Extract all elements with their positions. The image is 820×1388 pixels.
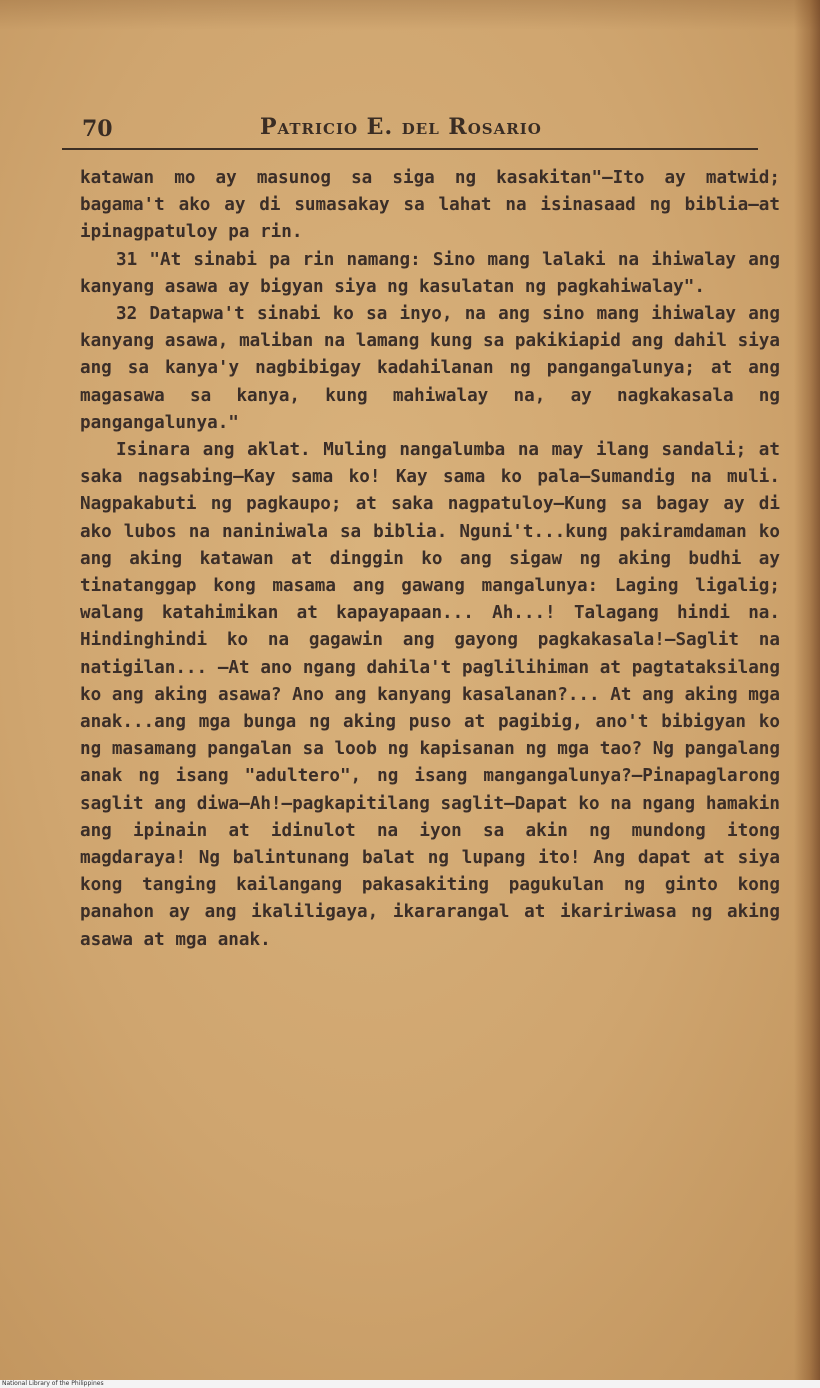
paragraph-verse-32: 32 Datapwa't sinabi ko sa inyo, na ang sino mang ihiwalay ang kanyang asawa, maliban na lamang kung sa pakikiapid ang dahil siya ang sa kanya'y nagbibigay kadahilanan ng pangangalunya; at ang magasawa sa kanya, kung mahiwalay na, ay nagkakasala ng pangangalunya." [80,304,780,433]
paragraph-continuation: katawan mo ay masunog sa siga ng kasakitan"—Ito ay matwid; bagama't ako ay di sumasakay sa lahat na isinasaad ng biblia—at ipinagpatuloy pa rin. [80,168,780,243]
text-body [80,165,780,954]
page-binding-shadow [794,0,820,1380]
page-number: 70 [82,116,113,142]
footer-credit: National Library of the Philippines [0,1380,820,1388]
paragraph-verse-31: 31 "At sinabi pa rin namang: Sino mang lalaki na ihiwalay ang kanyang asawa ay bigyan siya ng kasulatan ng pagkahiwalay". [80,249,780,297]
paragraph-monologue: Isinara ang aklat. Muling nangalumba na may ilang sandali; at saka nagsabing—Kay sama ko! Kay sama ko pala—Sumandig na muli. Nagpakabuti ng pagkaupo; at saka nagpatuloy—Kung sa bagay ay di ako lubos na naniniwala sa biblia. Nguni't...kung pakiramdaman ko ang aking katawan at dinggin ko ang sigaw ng aking budhi ay tinatanggap kong masama ang gawang mangalunya: Laging ligalig; walang katahimikan at kapayapaan... Ah...! Talagang hindi na. Hindinghindi ko na gagawin ang gayong pagkakasala!—Saglit na natigilan... —At ano ngang dahila't paglilihiman at pagtataksilang ko ang aking asawa? Ano ang kanyang kasalanan?... At ang aking mga anak...ang mga bunga ng aking puso at pagibig, ano't bibigyan ko ng masamang pangalan sa loob ng kapisanan ng mga tao? Ng pangalang anak ng isang "adultero", ng isang mangangalunya?—Pinapaglarong saglit ang diwa—Ah!—pagkapitilang saglit—Dapat ko na ngang hamakin ang ipinain at idinulot na iyon sa akin ng mundong itong magdaraya! Ng balintunang balat ng lupang ito! Ang dapat at siya kong tanging kailangang pakasakiting pagukulan ng ginto kong panahon ay ang ikaliligaya, ikararangal at ikaririwasa ng aking asawa at mga anak. [80,440,780,950]
running-head: Patricio E. del Rosario [260,114,542,140]
page-top-shadow [0,0,820,30]
page-header [62,112,758,150]
